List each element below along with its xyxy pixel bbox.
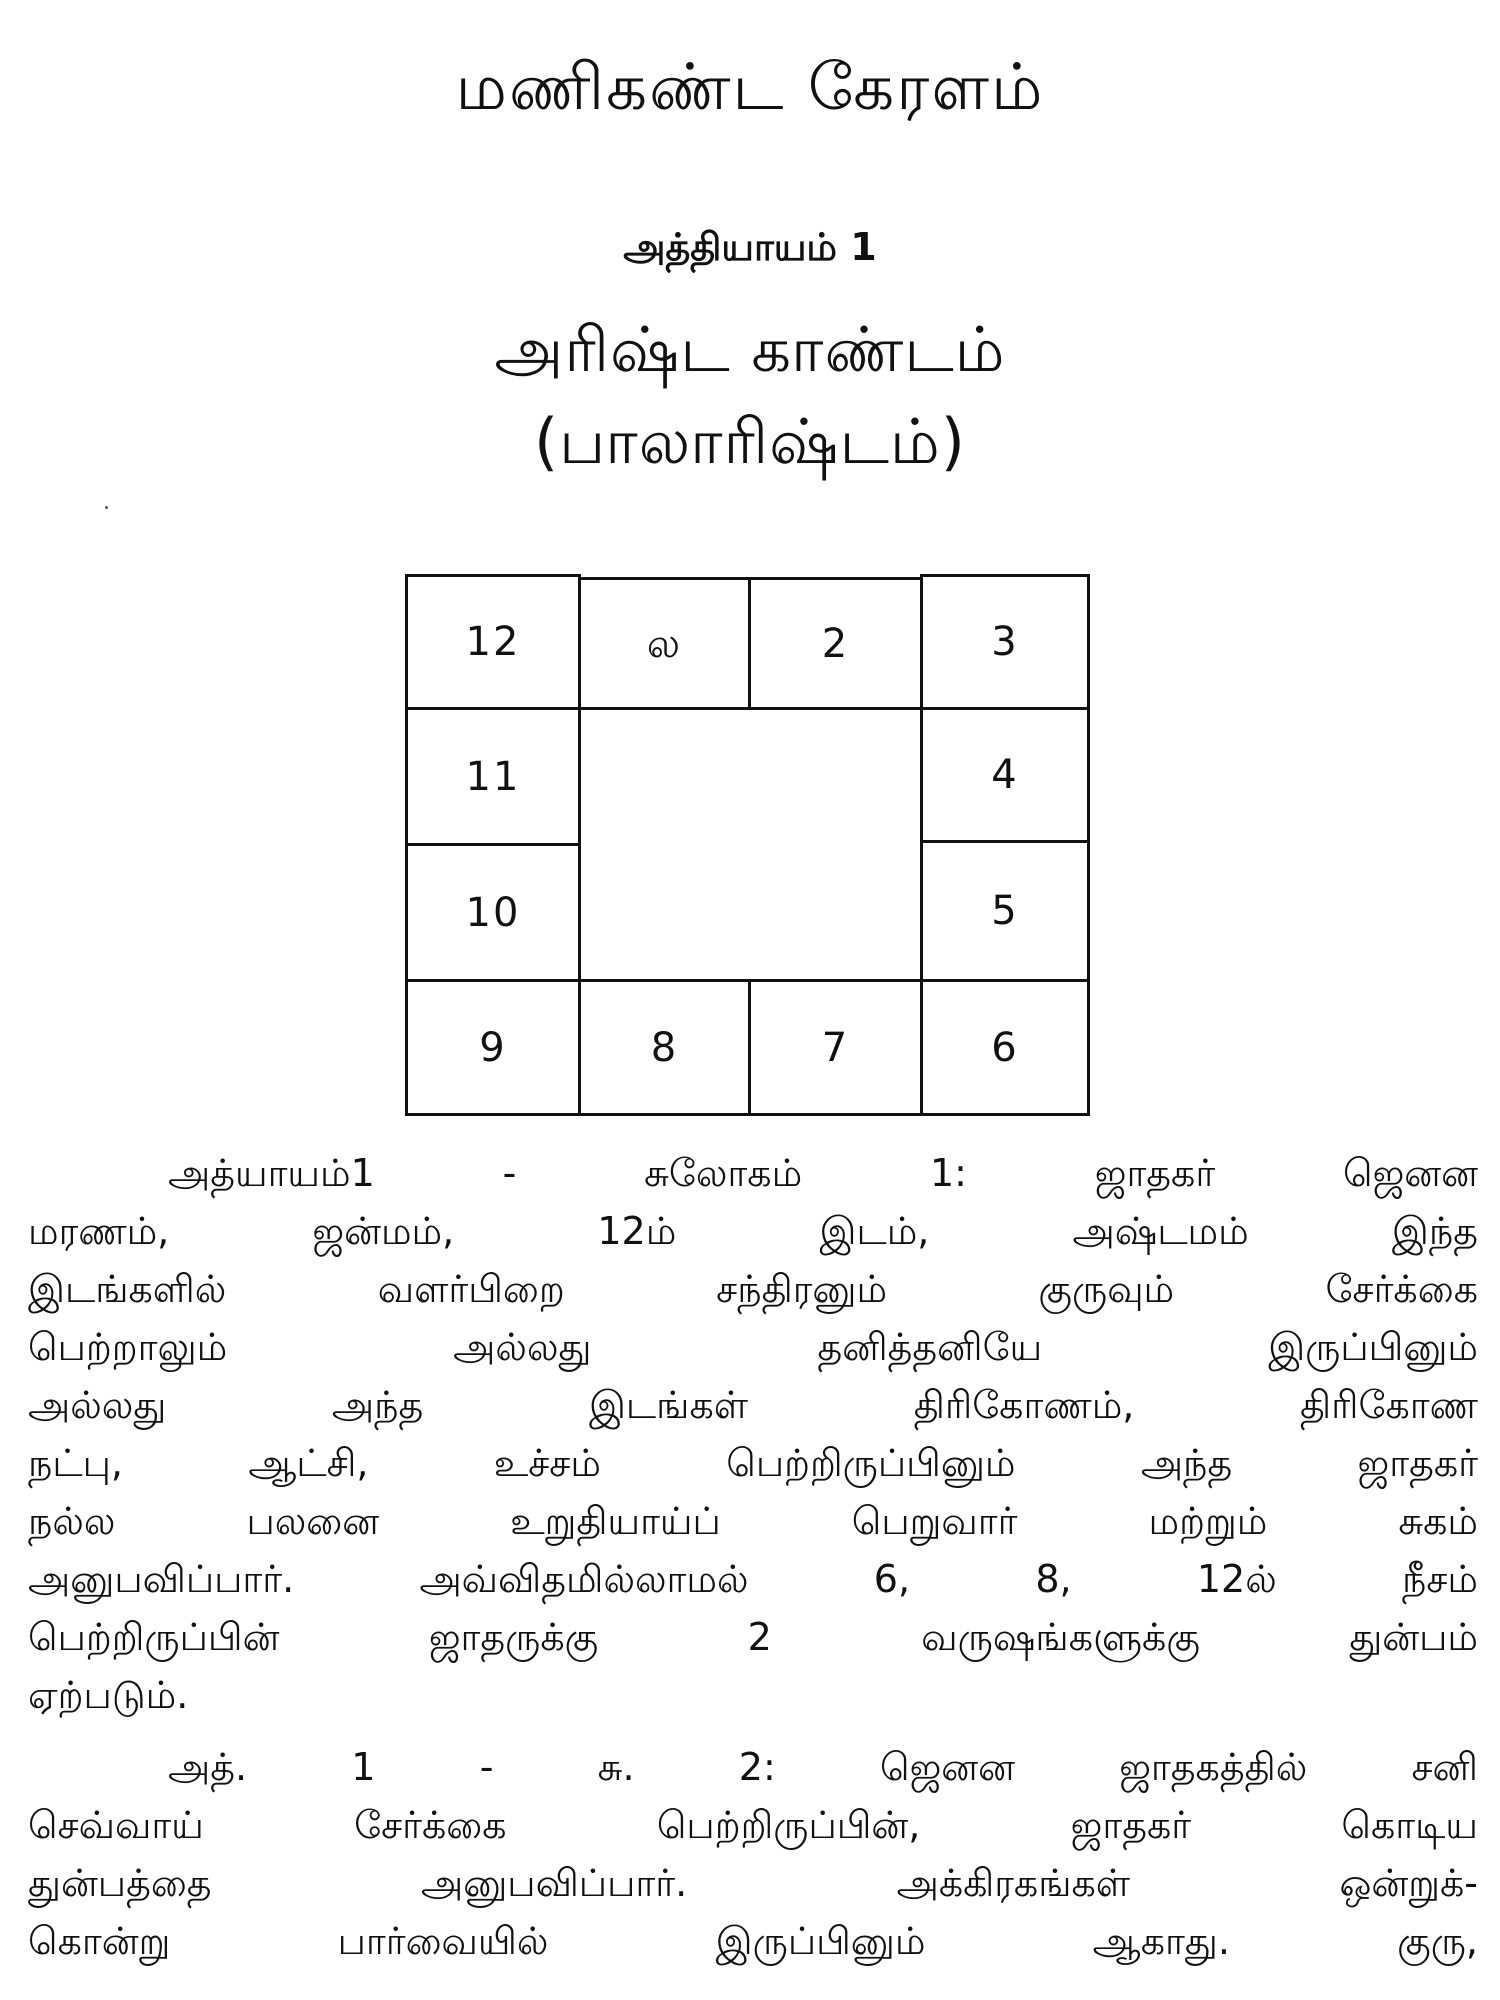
text-line: பெற்றிருப்பின் ஜாதருக்கு 2 வருஷங்களுக்கு துன்பம் bbox=[28, 1615, 1478, 1659]
paragraph-sloka-1 bbox=[28, 1144, 1478, 1724]
text-line: அத். 1 - சு. 2: ஜெனன ஜாதகத்தில் சனி bbox=[168, 1745, 1478, 1789]
text-line: நட்பு, ஆட்சி, உச்சம் பெற்றிருப்பினும் அந்த ஜாதகர் bbox=[28, 1441, 1478, 1485]
house-8-cell: 8 bbox=[578, 979, 751, 1116]
text-line: செவ்வாய் சேர்க்கை பெற்றிருப்பின், ஜாதகர் கொடிய bbox=[28, 1803, 1478, 1847]
text-line: துன்பத்தை அனுபவிப்பார். அக்கிரகங்கள் ஒன்றுக்- bbox=[28, 1861, 1478, 1905]
chart-center bbox=[578, 707, 923, 982]
lagna-cell: ல bbox=[578, 577, 751, 710]
house-9-cell: 9 bbox=[405, 979, 581, 1116]
house-11-cell: 11 bbox=[405, 707, 581, 846]
house-4-cell: 4 bbox=[920, 707, 1090, 843]
house-2-cell: 2 bbox=[748, 577, 923, 710]
house-7-cell: 7 bbox=[748, 979, 923, 1116]
house-6-cell: 6 bbox=[920, 979, 1090, 1116]
print-speck bbox=[105, 506, 108, 509]
text-line: ஏற்படும். bbox=[28, 1673, 189, 1717]
book-title: மணிகண்ட கேரளம் bbox=[455, 51, 1045, 125]
text-line: இடங்களில் வளர்பிறை சந்திரனும் குருவும் சேர்க்கை bbox=[28, 1267, 1478, 1311]
house-5-cell: 5 bbox=[920, 840, 1090, 982]
house-3-cell: 3 bbox=[920, 574, 1090, 710]
paragraph-sloka-2 bbox=[28, 1738, 1478, 1970]
chapter-label: அத்தியாயம் 1 bbox=[623, 225, 877, 269]
house-10-cell: 10 bbox=[405, 843, 581, 982]
text-line: நல்ல பலனை உறுதியாய்ப் பெறுவார் மற்றும் சுகம் bbox=[28, 1499, 1478, 1543]
text-line: அல்லது அந்த இடங்கள் திரிகோணம், திரிகோண bbox=[28, 1383, 1478, 1427]
house-12-cell: 12 bbox=[405, 574, 581, 710]
text-line: பெற்றாலும் அல்லது தனித்தனியே இருப்பினும் bbox=[28, 1325, 1478, 1369]
chapter-title: அரிஷ்ட காண்டம் bbox=[494, 313, 1006, 386]
text-line: மரணம், ஜன்மம், 12ம் இடம், அஷ்டமம் இந்த bbox=[28, 1209, 1478, 1253]
chapter-subtitle: (பாலாரிஷ்டம்) bbox=[533, 405, 966, 478]
text-line: கொன்று பார்வையில் இருப்பினும் ஆகாது. குரு, bbox=[28, 1919, 1478, 1963]
text-line: அத்யாயம்1 - சுலோகம் 1: ஜாதகர் ஜெனன bbox=[168, 1151, 1478, 1195]
horoscope-chart bbox=[405, 574, 1090, 1116]
text-line: அனுபவிப்பார். அவ்விதமில்லாமல் 6, 8, 12ல் நீசம் bbox=[28, 1557, 1478, 1601]
